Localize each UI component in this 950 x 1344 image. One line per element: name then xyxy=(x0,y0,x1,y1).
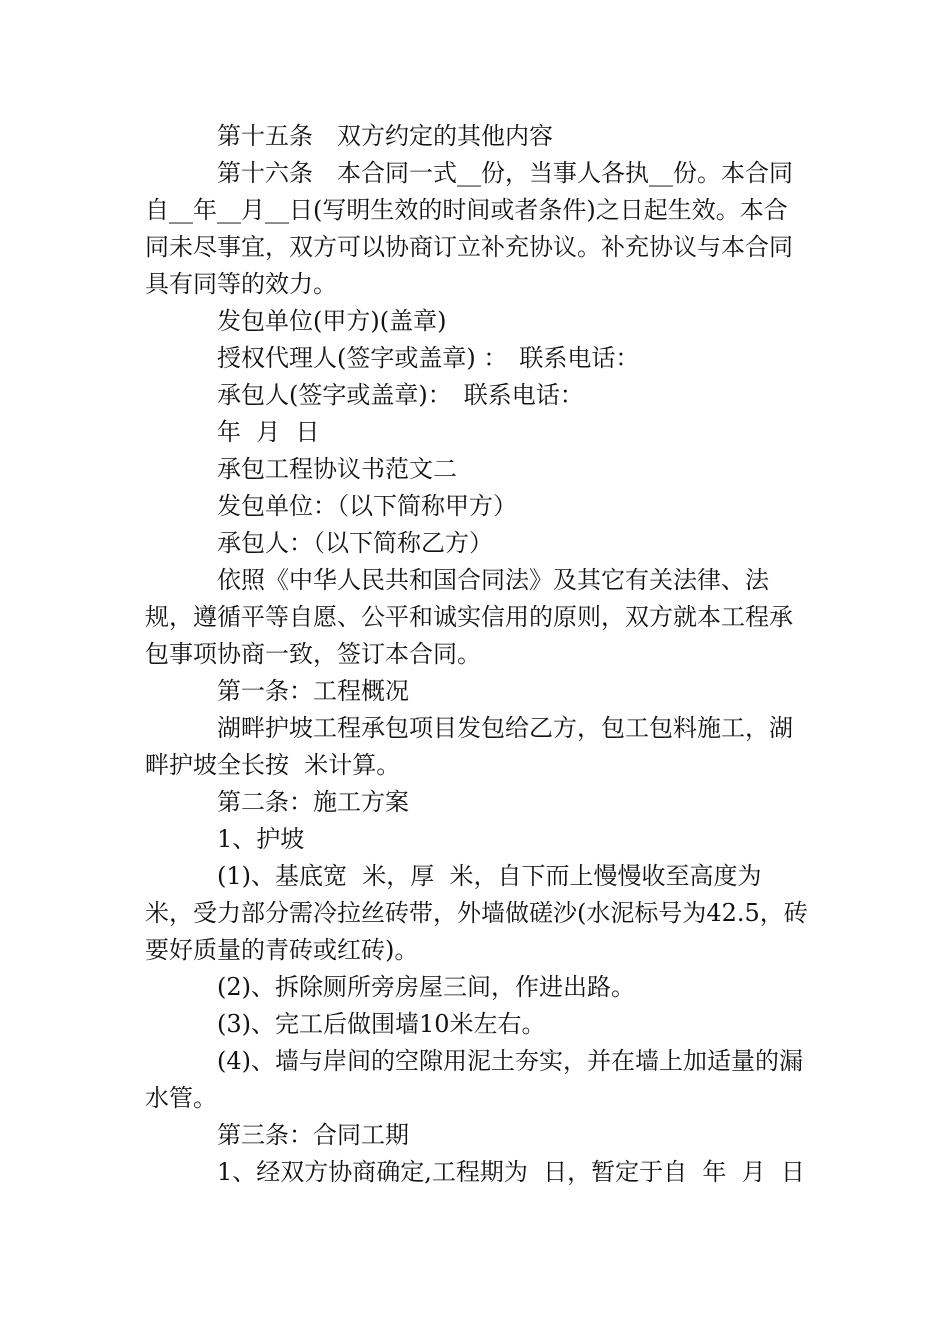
paragraph-article-15: 第十五条 双方约定的其他内容 xyxy=(217,122,553,150)
heading-article-3: 第三条：合同工期 xyxy=(217,1121,409,1149)
list-item-3: (3)、完工后做围墙10米左右。 xyxy=(217,1010,546,1038)
paragraph-party-b: 承包人：（以下简称乙方） xyxy=(217,529,493,557)
heading-article-2: 第二条：施工方案 xyxy=(217,788,409,816)
paragraph-date: 年 月 日 xyxy=(217,418,320,446)
list-item-4: (4)、墙与岸间的空隙用泥土夯实，并在墙上加适量的漏水管。 xyxy=(145,1047,803,1112)
section-title: 承包工程协议书范文二 xyxy=(217,455,457,483)
heading-article-1: 第一条：工程概况 xyxy=(217,677,409,705)
list-item-2: (2)、拆除厕所旁房屋三间，作进出路。 xyxy=(217,973,635,1001)
paragraph-duration: 1、经双方协商确定,工程期为 日，暂定于自 年 月 日 xyxy=(217,1158,805,1186)
paragraph-preamble: 依照《中华人民共和国合同法》及其它有关法律、法规，遵循平等自愿、公平和诚实信用的原则，双方就本工程承包事项协商一致，签订本合同。 xyxy=(145,566,793,668)
paragraph-contractor-sign: 承包人(签字或盖章)： 联系电话： xyxy=(217,381,584,409)
paragraph-article-16: 第十六条 本合同一式__份，当事人各执__份。本合同自__年__月__日(写明生效的时间或者条件)之日起生效。本合同未尽事宜，双方可以协商订立补充协议。补充协议与本合同具有同等的效力。 xyxy=(145,159,793,298)
paragraph-party-a: 发包单位：（以下简称甲方） xyxy=(217,492,517,520)
paragraph-authorized-agent: 授权代理人(签字或盖章) ： 联系电话： xyxy=(217,344,640,372)
document-body xyxy=(145,118,810,1191)
paragraph-party-a-seal: 发包单位(甲方)(盖章) xyxy=(217,307,447,335)
paragraph-project-overview: 湖畔护坡工程承包项目发包给乙方，包工包料施工，湖畔护坡全长按 米计算。 xyxy=(145,714,793,779)
list-item-1: (1)、基底宽 米，厚 米，自下而上慢慢收至高度为 米，受力部分需冷拉丝砖带，外墙做磋沙(水泥标号为42.5，砖要好质量的青砖或红砖)。 xyxy=(145,862,808,964)
list-item-slope-protection: 1、护坡 xyxy=(217,825,305,853)
